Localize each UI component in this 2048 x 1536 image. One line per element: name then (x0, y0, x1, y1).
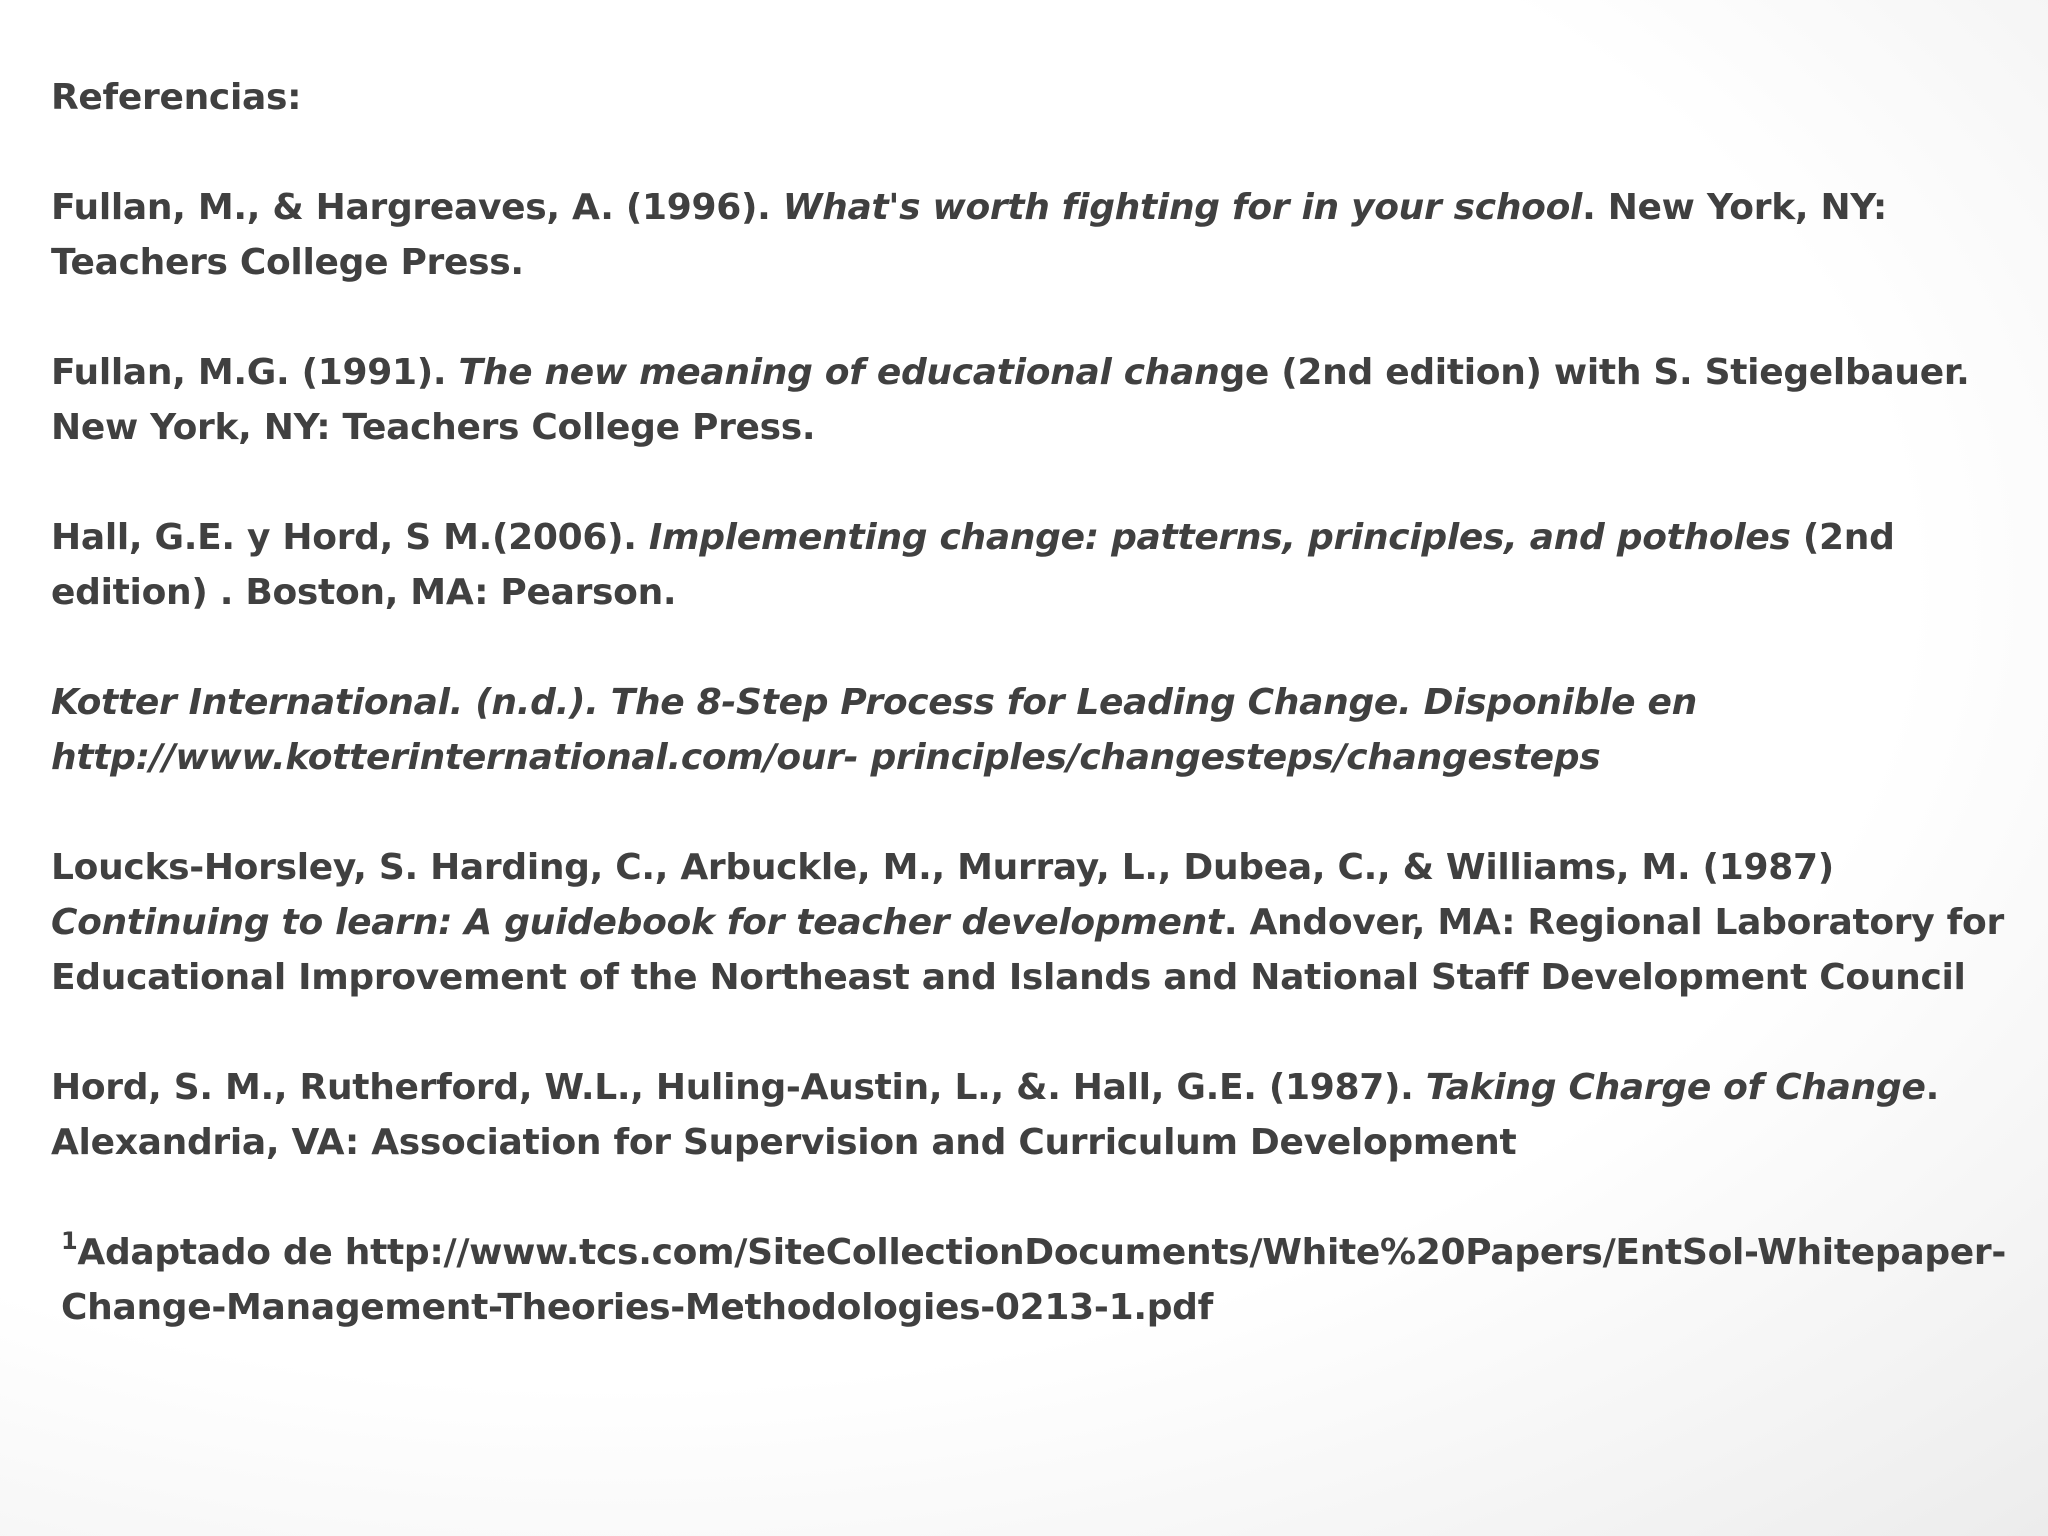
reference-publisher: . Alexandria, VA: Association for Supervision and Curriculum Development (51, 1067, 1939, 1163)
reference-publisher: ge (2nd edition) with S. Stiegelbauer. New York, NY: Teachers College Press. (51, 352, 1970, 448)
reference-title: Taking Charge of Change (1425, 1067, 1926, 1108)
reference-fullan-1991 (51, 345, 2011, 455)
reference-hord-rutherford (51, 1060, 2011, 1170)
reference-authors: Fullan, M., & Hargreaves, A. (1996). (51, 187, 783, 228)
reference-title: Continuing to learn: A guidebook for teacher development (51, 902, 1224, 943)
reference-authors: Fullan, M.G. (1991). (51, 352, 459, 393)
footnote (51, 1225, 2011, 1335)
footnote-text: Adaptado de http://www.tcs.com/SiteCollectionDocuments/White%20Papers/EntSol-Whitepaper-Change-Management-Theories-Methodologies-0213-1.pdf (61, 1232, 2007, 1328)
reference-publisher: (2nd edition) . Boston, MA: Pearson. (51, 517, 1895, 613)
references-heading: Referencias: (51, 77, 302, 118)
reference-title: The new meaning of educational chan (458, 352, 1220, 393)
reference-loucks-horsley (51, 840, 2011, 1005)
references-slide (51, 70, 2011, 1390)
reference-fullan-hargreaves (51, 180, 2011, 290)
reference-title: What's worth fighting for in your school (782, 187, 1583, 228)
reference-kotter (51, 675, 2011, 785)
reference-publisher: . New York, NY: Teachers College Press. (51, 187, 1888, 283)
reference-publisher: . Andover, MA: Regional Laboratory for Educational Improvement of the Northeast and Islands and National Staff Development Council (51, 902, 2004, 998)
reference-authors: Hall, G.E. y Hord, S M.(2006). (51, 517, 649, 558)
reference-authors: Loucks-Horsley, S. Harding, C., Arbuckle, M., Murray, L., Dubea, C., & Williams, M. (1987) (51, 847, 1834, 888)
reference-title: Kotter International. (n.d.). The 8-Step Process for Leading Change. Disponible en http://www.kotterinternational.com/our- principles/changesteps/changesteps (51, 682, 1697, 778)
footnote-marker: 1 (61, 1227, 78, 1255)
reference-title: Implementing change: patterns, principles, and potholes (648, 517, 1791, 558)
reference-authors: Hord, S. M., Rutherford, W.L., Huling-Austin, L., &. Hall, G.E. (1987). (51, 1067, 1426, 1108)
reference-hall-hord (51, 510, 2011, 620)
